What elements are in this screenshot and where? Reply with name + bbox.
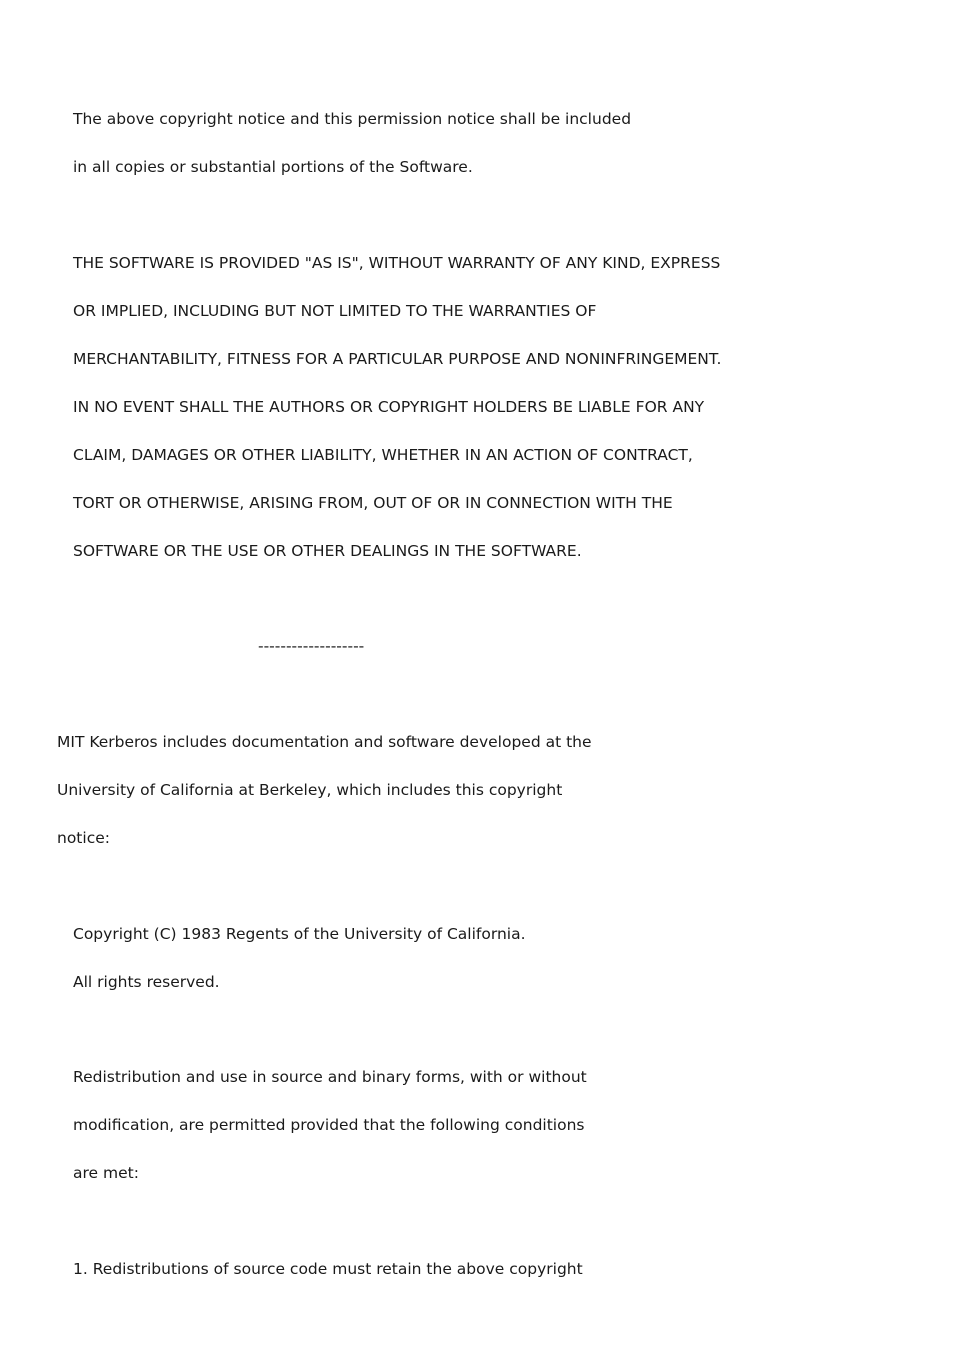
warranty-disclaimer-line: TORT OR OTHERWISE, ARISING FROM, OUT OF OR IN CONNECTION WITH THE bbox=[73, 494, 673, 512]
permission-notice-line: The above copyright notice and this permission notice shall be included bbox=[73, 110, 632, 128]
copyright-line: Copyright (C) 1983 Regents of the University of California. bbox=[73, 925, 526, 943]
condition-line: 1. Redistributions of source code must retain the above copyright bbox=[73, 1260, 583, 1278]
redistribution-line: Redistribution and use in source and binary forms, with or without bbox=[73, 1068, 587, 1086]
permission-notice-line: in all copies or substantial portions of the Software. bbox=[73, 158, 473, 176]
warranty-disclaimer-line: SOFTWARE OR THE USE OR OTHER DEALINGS IN THE SOFTWARE. bbox=[73, 542, 582, 560]
warranty-disclaimer-line: CLAIM, DAMAGES OR OTHER LIABILITY, WHETHER IN AN ACTION OF CONTRACT, bbox=[73, 446, 693, 464]
warranty-disclaimer-line: OR IMPLIED, INCLUDING BUT NOT LIMITED TO THE WARRANTIES OF bbox=[73, 302, 597, 320]
kerberos-intro-line: MIT Kerberos includes documentation and software developed at the bbox=[57, 733, 592, 751]
redistribution-line: are met: bbox=[73, 1164, 139, 1182]
section-separator: ------------------- bbox=[258, 637, 365, 655]
warranty-disclaimer-line: THE SOFTWARE IS PROVIDED "AS IS", WITHOUT WARRANTY OF ANY KIND, EXPRESS bbox=[73, 254, 721, 272]
kerberos-intro-line: University of California at Berkeley, which includes this copyright bbox=[57, 781, 563, 799]
copyright-line: All rights reserved. bbox=[73, 973, 220, 991]
kerberos-intro-line: notice: bbox=[57, 829, 110, 847]
redistribution-line: modification, are permitted provided that the following conditions bbox=[73, 1116, 585, 1134]
warranty-disclaimer-line: IN NO EVENT SHALL THE AUTHORS OR COPYRIGHT HOLDERS BE LIABLE FOR ANY bbox=[73, 398, 705, 416]
warranty-disclaimer-line: MERCHANTABILITY, FITNESS FOR A PARTICULAR PURPOSE AND NONINFRINGEMENT. bbox=[73, 350, 722, 368]
